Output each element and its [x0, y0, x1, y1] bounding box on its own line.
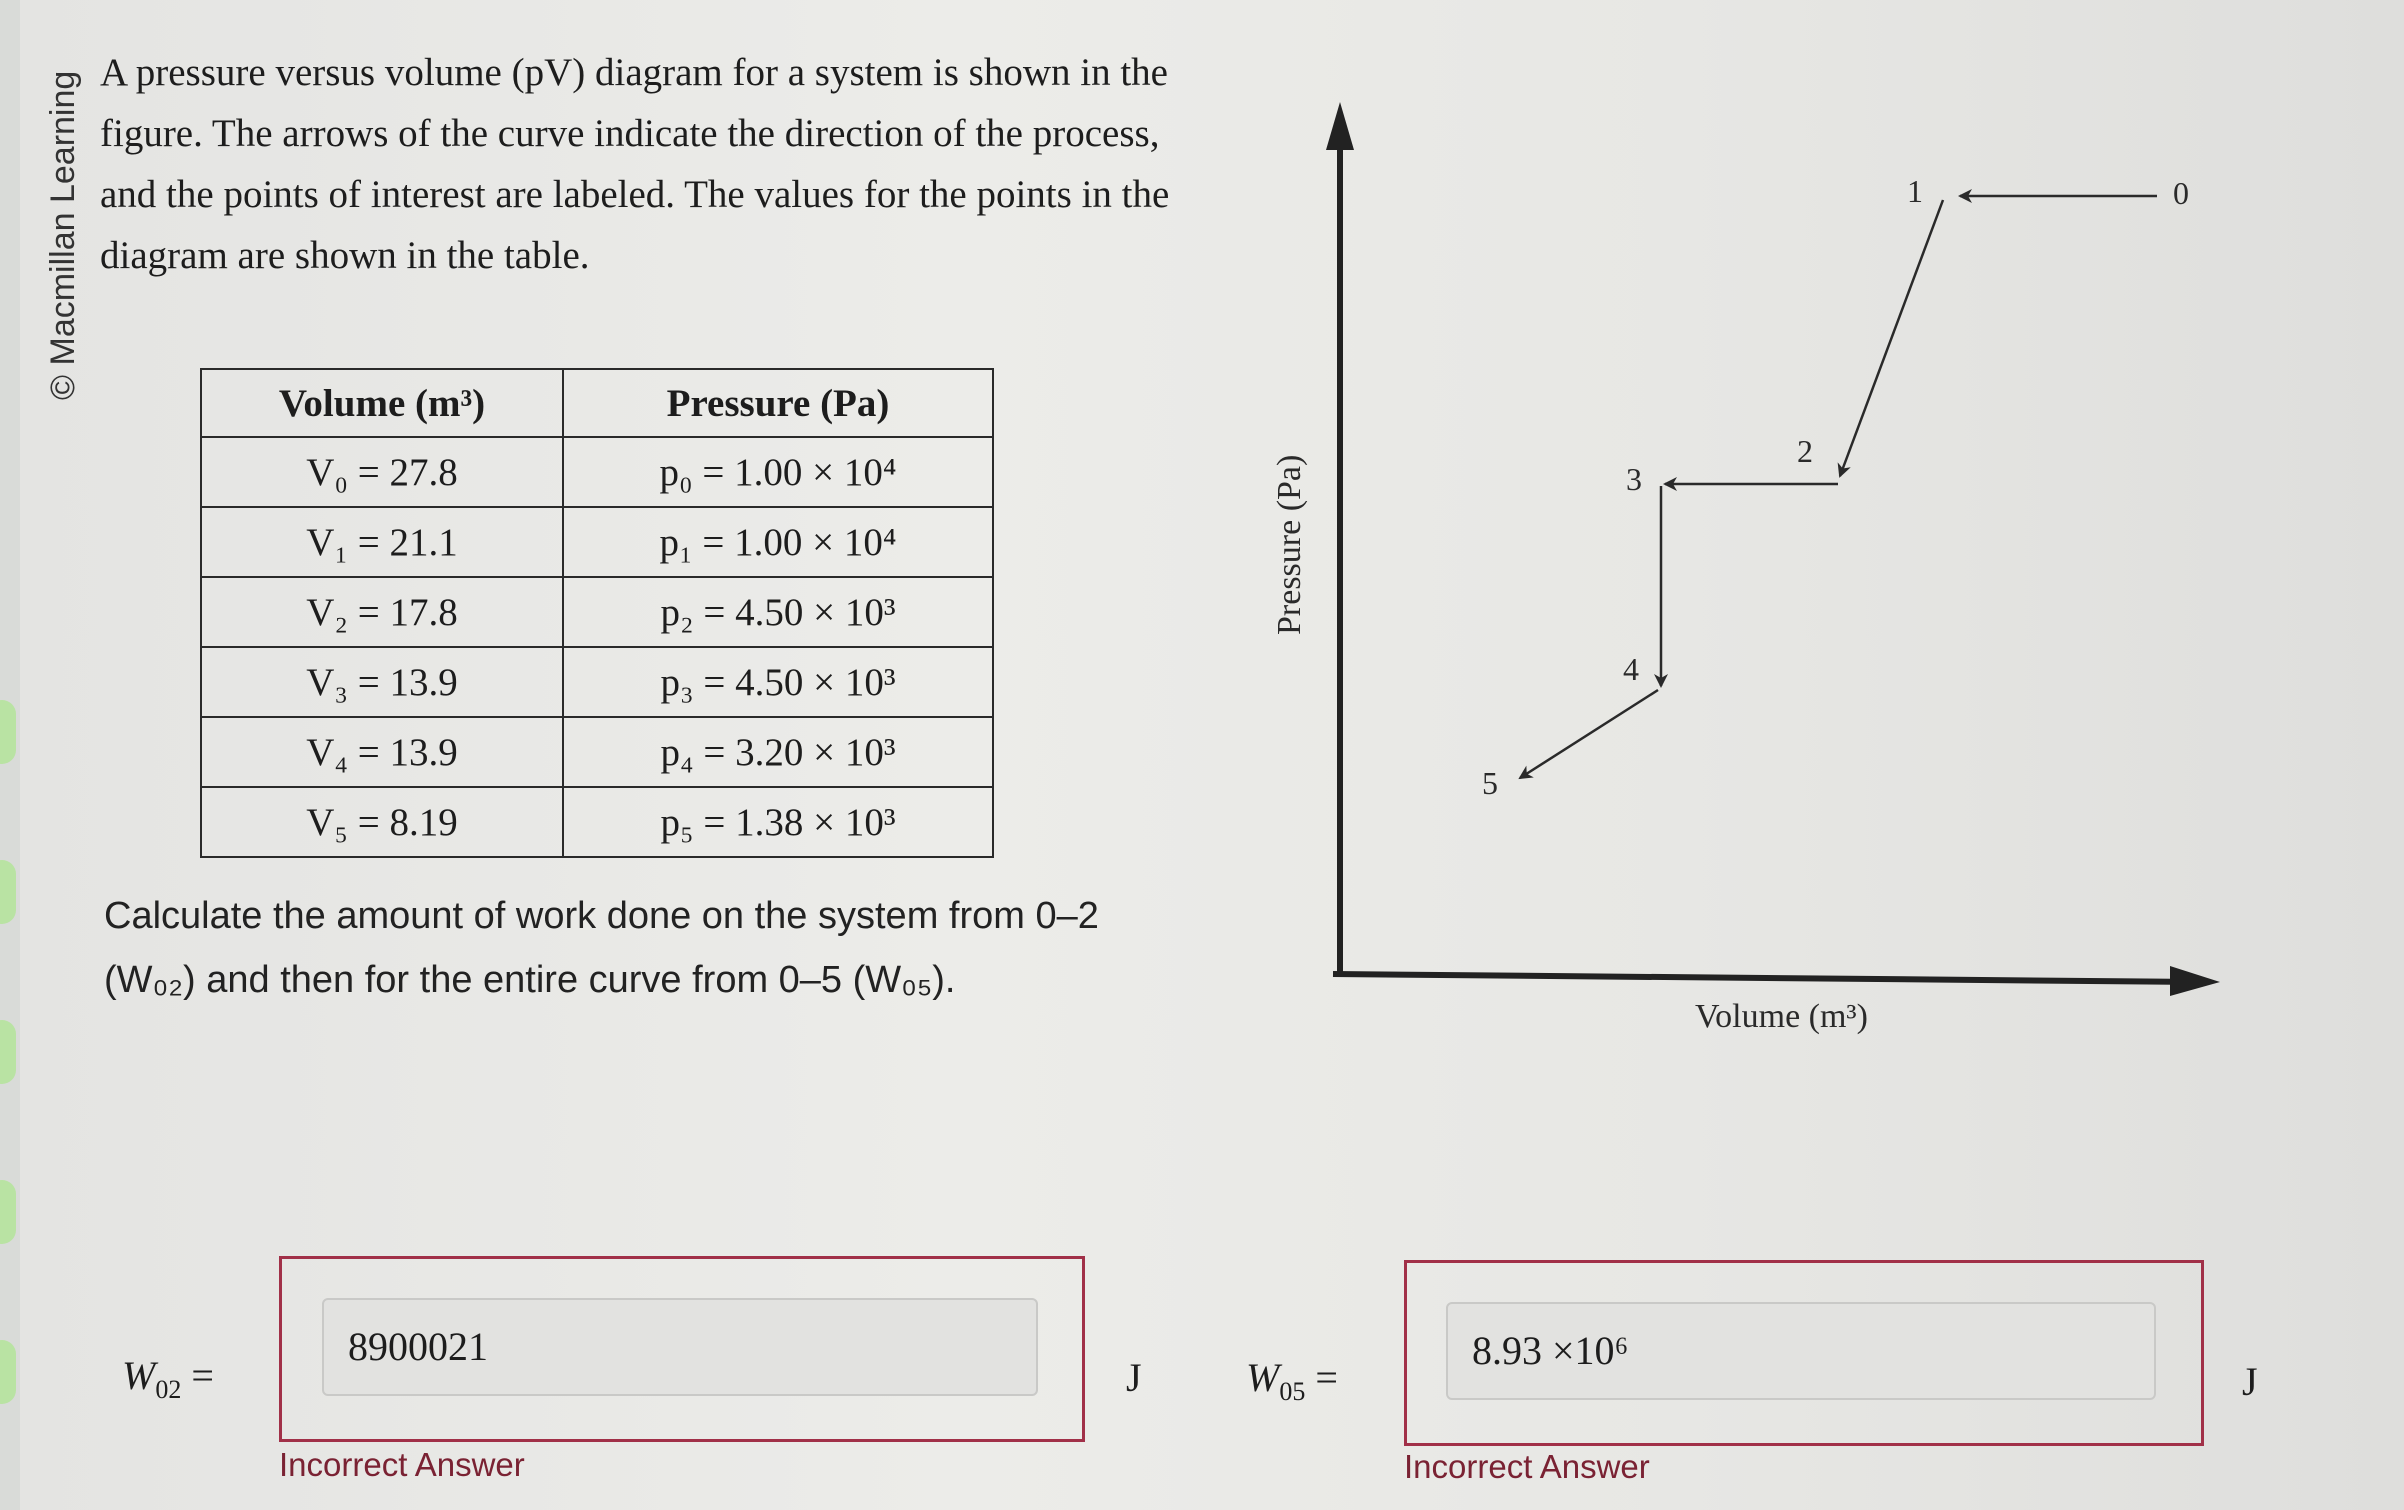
w05-label: $W_{05}$ =	[1246, 1355, 1338, 1406]
pv-diagram	[1240, 90, 2240, 1050]
pressure-cell: p₀ = 1.00 × 10⁴	[563, 437, 993, 507]
table-row	[201, 647, 993, 717]
left-rail	[0, 0, 20, 1510]
w02-input[interactable]: 8900021	[322, 1298, 1038, 1396]
point-label-2: 2	[1797, 433, 1813, 469]
process-segment-4-5	[1520, 690, 1658, 778]
w05-unit: J	[2242, 1359, 2258, 1404]
x-axis-arrow-icon	[2170, 966, 2220, 996]
pressure-cell: p₅ = 1.38 × 10³	[563, 787, 993, 857]
table-row	[201, 787, 993, 857]
point-label-0: 0	[2173, 175, 2189, 211]
table-row	[201, 507, 993, 577]
y-axis-arrow-icon	[1326, 102, 1354, 150]
pressure-cell: p₃ = 4.50 × 10³	[563, 647, 993, 717]
w02-unit: J	[1126, 1355, 1142, 1400]
volume-cell: V₁ = 21.1	[201, 507, 563, 577]
w05-status: Incorrect Answer	[1404, 1448, 1650, 1485]
copyright-notice: © Macmillan Learning	[44, 70, 82, 400]
table-row	[201, 717, 993, 787]
progress-marker[interactable]	[0, 1020, 16, 1084]
volume-cell: V₄ = 13.9	[201, 717, 563, 787]
progress-marker[interactable]	[0, 1180, 16, 1244]
table-header-volume: Volume (m³)	[201, 369, 563, 437]
problem-intro: A pressure versus volume (pV) diagram for a system is shown in the figure. The arrows of the curve indicate the direction of the process, and the points of interest are labeled. The values for the points in the diagram are shown in the table.	[100, 51, 1170, 277]
point-label-1: 1	[1907, 173, 1923, 209]
w02-status: Incorrect Answer	[279, 1446, 525, 1483]
pressure-cell: p₂ = 4.50 × 10³	[563, 577, 993, 647]
table-header-pressure: Pressure (Pa)	[563, 369, 993, 437]
point-label-3: 3	[1626, 461, 1642, 497]
volume-cell: V₃ = 13.9	[201, 647, 563, 717]
volume-cell: V₅ = 8.19	[201, 787, 563, 857]
pressure-cell: p₄ = 3.20 × 10³	[563, 717, 993, 787]
volume-cell: V₀ = 27.8	[201, 437, 563, 507]
pressure-cell: p₁ = 1.00 × 10⁴	[563, 507, 993, 577]
point-label-5: 5	[1482, 765, 1498, 801]
pv-values-table	[200, 368, 994, 858]
x-axis	[1333, 974, 2200, 982]
y-axis-label: Pressure (Pa)	[1271, 454, 1308, 635]
process-segment-1-2	[1840, 200, 1943, 476]
progress-marker[interactable]	[0, 1340, 16, 1404]
table-row	[201, 437, 993, 507]
progress-marker[interactable]	[0, 860, 16, 924]
volume-cell: V₂ = 17.8	[201, 577, 563, 647]
progress-marker[interactable]	[0, 700, 16, 764]
question-text: Calculate the amount of work done on the system from 0–2 (W₀₂) and then for the entire curve from 0–5 (W₀₅).	[104, 895, 1099, 1001]
w05-input[interactable]: 8.93 ×10⁶	[1446, 1302, 2156, 1400]
point-label-4: 4	[1623, 651, 1639, 687]
table-row	[201, 577, 993, 647]
x-axis-label: Volume (m³)	[1695, 998, 1868, 1035]
w02-label: $W_{02}$ =	[122, 1353, 214, 1404]
